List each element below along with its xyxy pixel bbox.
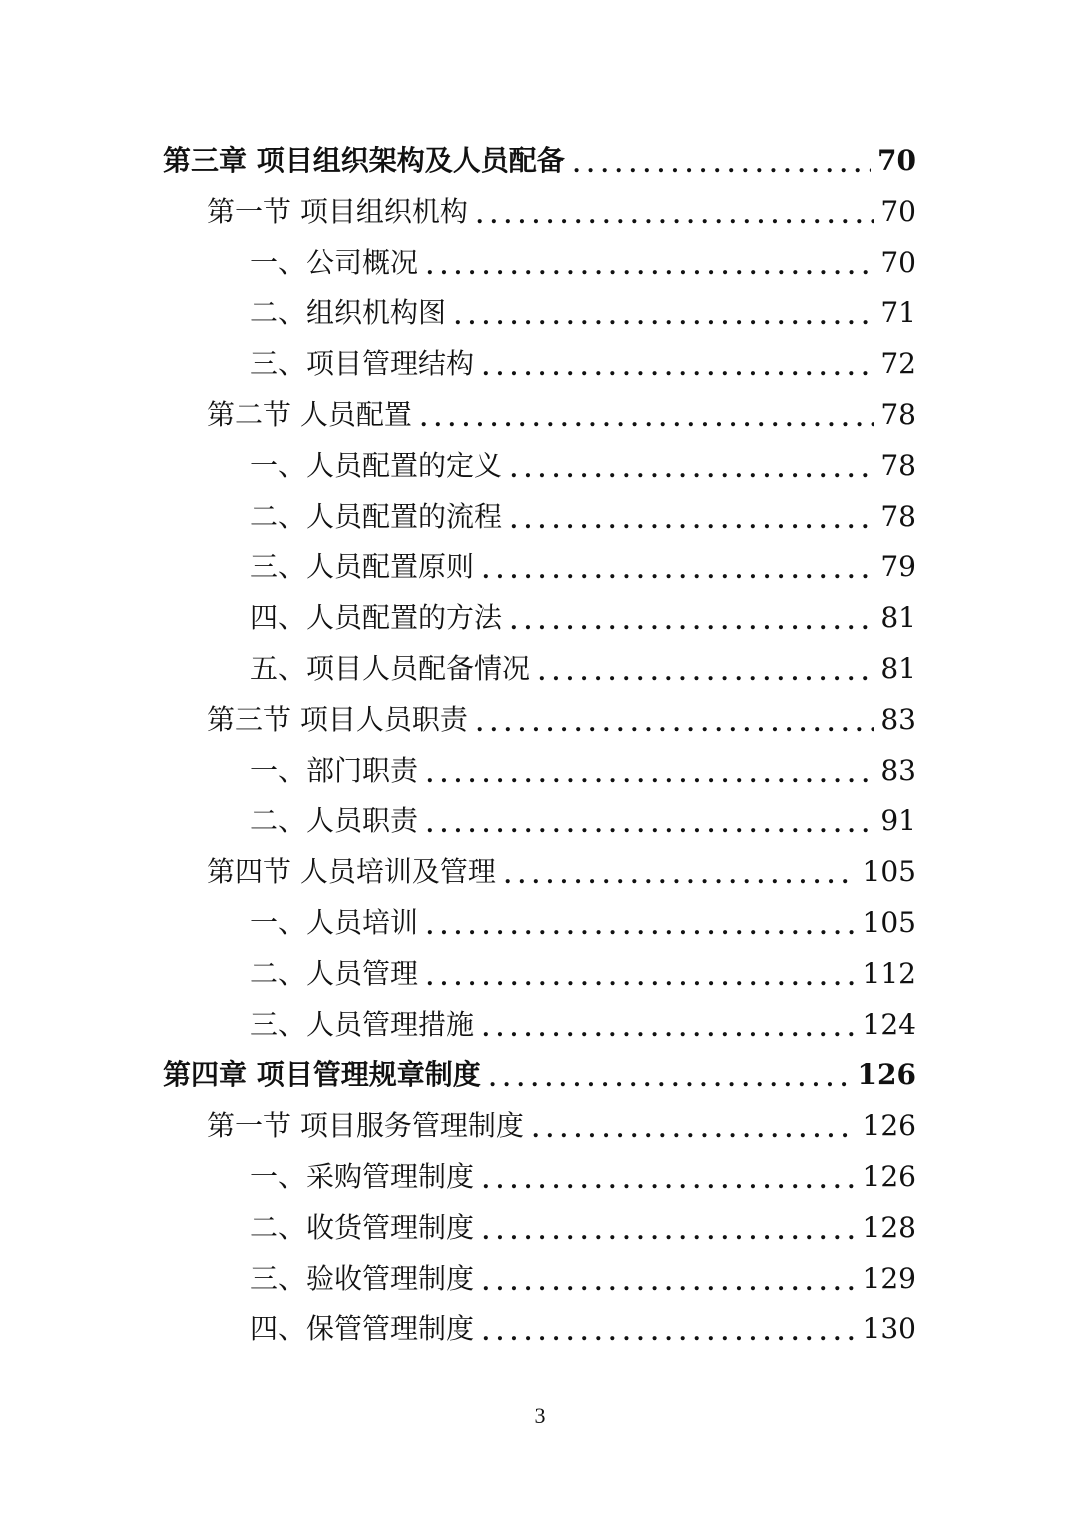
toc-entry-item[interactable]	[0, 746, 1080, 797]
toc-dot-leader	[420, 390, 874, 441]
toc-dot-leader	[510, 441, 874, 492]
toc-entry-section[interactable]	[0, 847, 1080, 898]
toc-dot-leader	[504, 847, 857, 898]
toc-entry-page: 105	[862, 855, 916, 889]
toc-entry-page: 81	[880, 651, 916, 685]
toc-dot-leader	[426, 898, 857, 949]
toc-entry-page: 70	[877, 144, 916, 177]
toc-entry-label: 第三节 项目人员职责	[207, 702, 468, 736]
toc-entry-label: 二、收货管理制度	[250, 1210, 475, 1244]
toc-entry-page: 129	[862, 1261, 916, 1295]
toc-dot-leader	[426, 746, 874, 797]
toc-dot-leader	[482, 1000, 857, 1051]
toc-entry-label: 三、人员管理措施	[250, 1007, 475, 1041]
toc-entry-item[interactable]	[0, 1152, 1080, 1203]
toc-entry-page: 72	[880, 347, 916, 381]
toc-entry-label: 三、项目管理结构	[250, 347, 475, 381]
toc-entry-page: 130	[862, 1312, 916, 1346]
toc-dot-leader	[426, 796, 874, 847]
toc-entry-label: 二、人员配置的流程	[250, 499, 503, 533]
toc-entry-item[interactable]	[0, 644, 1080, 695]
toc-entry-chapter-4[interactable]	[0, 1050, 1080, 1101]
toc-entry-label: 一、采购管理制度	[250, 1159, 475, 1193]
toc-entry-item[interactable]	[0, 593, 1080, 644]
toc-entry-label: 四、保管管理制度	[250, 1312, 475, 1346]
toc-entry-label: 第四节 人员培训及管理	[207, 855, 496, 889]
toc-entry-label: 第二节 人员配置	[207, 397, 412, 431]
toc-dot-leader	[482, 1152, 857, 1203]
toc-entry-label: 二、人员管理	[250, 956, 419, 990]
toc-entry-label: 第一节 项目服务管理制度	[207, 1109, 524, 1143]
toc-dot-leader	[476, 695, 874, 746]
toc-entry-label: 三、人员配置原则	[250, 550, 475, 584]
toc-entry-label: 第三章 项目组织架构及人员配备	[163, 144, 565, 177]
toc-entry-page: 112	[862, 956, 916, 990]
toc-entry-page: 126	[862, 1159, 916, 1193]
toc-entry-section[interactable]	[0, 390, 1080, 441]
toc-entry-item[interactable]	[0, 238, 1080, 289]
toc-entry-page: 78	[880, 448, 916, 482]
toc-entry-label: 三、验收管理制度	[250, 1261, 475, 1295]
toc-entry-page: 70	[880, 194, 916, 228]
toc-entry-item[interactable]	[0, 1000, 1080, 1051]
toc-dot-leader	[573, 136, 871, 187]
toc-entry-item[interactable]	[0, 949, 1080, 1000]
toc-dot-leader	[482, 1304, 857, 1355]
toc-entry-label: 一、公司概况	[250, 245, 419, 279]
toc-entry-label: 四、人员配置的方法	[250, 601, 503, 635]
toc-entry-label: 第一节 项目组织机构	[207, 194, 468, 228]
toc-entry-page: 78	[880, 397, 916, 431]
toc-entry-page: 126	[862, 1109, 916, 1143]
toc-dot-leader	[510, 492, 874, 543]
toc-entry-page: 83	[880, 702, 916, 736]
toc-dot-leader	[482, 1254, 857, 1305]
toc-dot-leader	[510, 593, 874, 644]
toc-dot-leader	[489, 1050, 852, 1101]
toc-entry-page: 81	[880, 601, 916, 635]
toc-dot-leader	[482, 542, 874, 593]
toc-entry-page: 78	[880, 499, 916, 533]
toc-dot-leader	[532, 1101, 857, 1152]
toc-entry-page: 91	[880, 804, 916, 838]
toc-entry-item[interactable]	[0, 1304, 1080, 1355]
table-of-contents	[0, 136, 1080, 1355]
toc-dot-leader	[426, 949, 857, 1000]
toc-dot-leader	[454, 288, 874, 339]
toc-entry-section[interactable]	[0, 1101, 1080, 1152]
toc-entry-page: 105	[862, 905, 916, 939]
toc-dot-leader	[476, 187, 874, 238]
toc-entry-item[interactable]	[0, 339, 1080, 390]
page-number: 3	[534, 1403, 546, 1428]
toc-entry-page: 79	[880, 550, 916, 584]
toc-entry-chapter-3[interactable]	[0, 136, 1080, 187]
toc-entry-label: 一、部门职责	[250, 753, 419, 787]
toc-entry-label: 五、项目人员配备情况	[250, 651, 531, 685]
toc-entry-section[interactable]	[0, 695, 1080, 746]
toc-entry-label: 第四章 项目管理规章制度	[163, 1058, 481, 1092]
toc-entry-page: 124	[862, 1007, 916, 1041]
toc-dot-leader	[482, 339, 874, 390]
toc-entry-page: 70	[880, 245, 916, 279]
toc-entry-page: 126	[857, 1058, 916, 1092]
toc-entry-item[interactable]	[0, 1254, 1080, 1305]
toc-dot-leader	[538, 644, 874, 695]
toc-entry-label: 一、人员培训	[250, 905, 419, 939]
toc-entry-item[interactable]	[0, 796, 1080, 847]
toc-entry-page: 83	[880, 753, 916, 787]
toc-entry-label: 二、人员职责	[250, 804, 419, 838]
toc-entry-page: 128	[862, 1210, 916, 1244]
toc-entry-label: 一、人员配置的定义	[250, 448, 503, 482]
toc-entry-page: 71	[880, 296, 916, 330]
toc-entry-item[interactable]	[0, 542, 1080, 593]
toc-entry-item[interactable]	[0, 441, 1080, 492]
toc-entry-label: 二、组织机构图	[250, 296, 447, 330]
toc-entry-item[interactable]	[0, 288, 1080, 339]
toc-entry-item[interactable]	[0, 1203, 1080, 1254]
toc-entry-section[interactable]	[0, 187, 1080, 238]
toc-dot-leader	[482, 1203, 857, 1254]
toc-entry-item[interactable]	[0, 492, 1080, 543]
toc-entry-item[interactable]	[0, 898, 1080, 949]
toc-dot-leader	[426, 238, 874, 289]
